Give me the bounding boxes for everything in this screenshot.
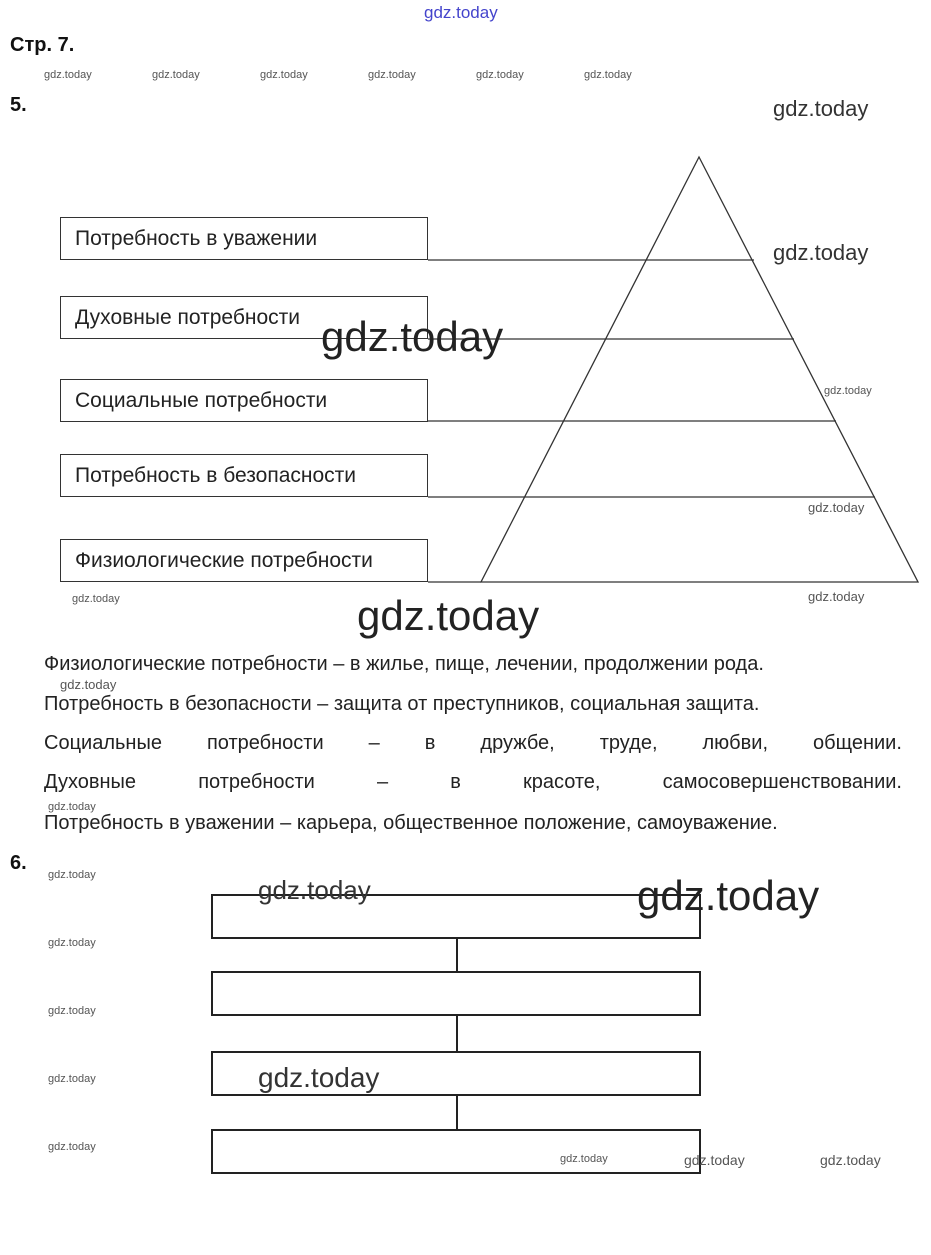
- watermark: gdz.today: [584, 69, 632, 81]
- answer-line-2: [44, 693, 902, 716]
- answer-text: Потребность в безопасности – защита от преступников, социальная защита.: [44, 693, 760, 715]
- pyramid-label-spiritual: Духовные потребности: [60, 296, 428, 339]
- answer-word: потребности: [198, 771, 315, 793]
- answer-word: потребности: [206, 732, 324, 754]
- answer-word: общении.: [813, 732, 902, 754]
- flow-connector: [456, 1096, 458, 1129]
- answer-word: красоте,: [522, 771, 601, 793]
- watermark: gdz.today: [258, 875, 371, 905]
- watermark: gdz.today: [60, 677, 117, 692]
- watermark: gdz.today: [48, 801, 96, 813]
- flow-box-2: [211, 971, 701, 1016]
- answer-line-5: [44, 812, 902, 835]
- flow-connector: [456, 1016, 458, 1051]
- watermark: gdz.today: [321, 313, 504, 360]
- answer-word: в: [450, 771, 461, 793]
- answer-text: Физиологические потребности – в жилье, пище, лечении, продолжении рода.: [44, 653, 764, 675]
- watermark: gdz.today: [560, 1153, 608, 1165]
- watermark: gdz.today: [773, 96, 869, 121]
- answer-word: самосовершенствовании.: [662, 771, 902, 793]
- answer-word: –: [376, 771, 389, 793]
- watermark: gdz.today: [808, 500, 865, 515]
- answer-word: любви,: [702, 732, 768, 754]
- watermark: gdz.today: [258, 1062, 380, 1093]
- watermark: gdz.today: [48, 1141, 96, 1153]
- task-5-number: 5.: [10, 94, 27, 116]
- answer-text: Потребность в уважении – карьера, общественное положение, самоуважение.: [44, 812, 778, 834]
- watermark: gdz.today: [637, 872, 820, 919]
- watermark: gdz.today: [48, 1005, 96, 1017]
- pyramid-label-safety: Потребность в безопасности: [60, 454, 428, 497]
- flow-connector: [456, 939, 458, 971]
- answer-word: труде,: [599, 732, 658, 754]
- watermark: gdz.today: [820, 1152, 881, 1168]
- answer-word: в: [424, 732, 436, 754]
- pyramid-outline: [481, 157, 918, 582]
- answer-word: Духовные: [44, 771, 137, 793]
- watermark: gdz.today: [357, 592, 540, 639]
- pyramid-label-physiological: Физиологические потребности: [60, 539, 428, 582]
- watermark: gdz.today: [48, 1073, 96, 1085]
- answer-line-3: [44, 732, 902, 755]
- watermark: gdz.today: [476, 69, 524, 81]
- answer-word: –: [368, 732, 380, 754]
- watermark-top: gdz.today: [424, 3, 498, 22]
- watermark: gdz.today: [368, 69, 416, 81]
- watermark: gdz.today: [773, 240, 869, 265]
- flow-box-4: [211, 1129, 701, 1174]
- page-label: Стр. 7.: [10, 34, 75, 56]
- answer-word: Социальные: [44, 732, 162, 754]
- answer-line-4: [44, 771, 902, 794]
- watermark: gdz.today: [260, 69, 308, 81]
- watermark: gdz.today: [684, 1152, 745, 1168]
- watermark: gdz.today: [824, 385, 872, 397]
- watermark: gdz.today: [72, 593, 120, 605]
- watermark: gdz.today: [44, 69, 92, 81]
- task-6-number: 6.: [10, 852, 27, 874]
- pyramid-label-social: Социальные потребности: [60, 379, 428, 422]
- watermark: gdz.today: [48, 937, 96, 949]
- answer-line-1: [44, 653, 902, 676]
- watermark: gdz.today: [808, 589, 865, 604]
- watermark: gdz.today: [152, 69, 200, 81]
- pyramid-label-esteem: Потребность в уважении: [60, 217, 428, 260]
- answer-word: дружбе,: [480, 732, 555, 754]
- watermark: gdz.today: [48, 869, 96, 881]
